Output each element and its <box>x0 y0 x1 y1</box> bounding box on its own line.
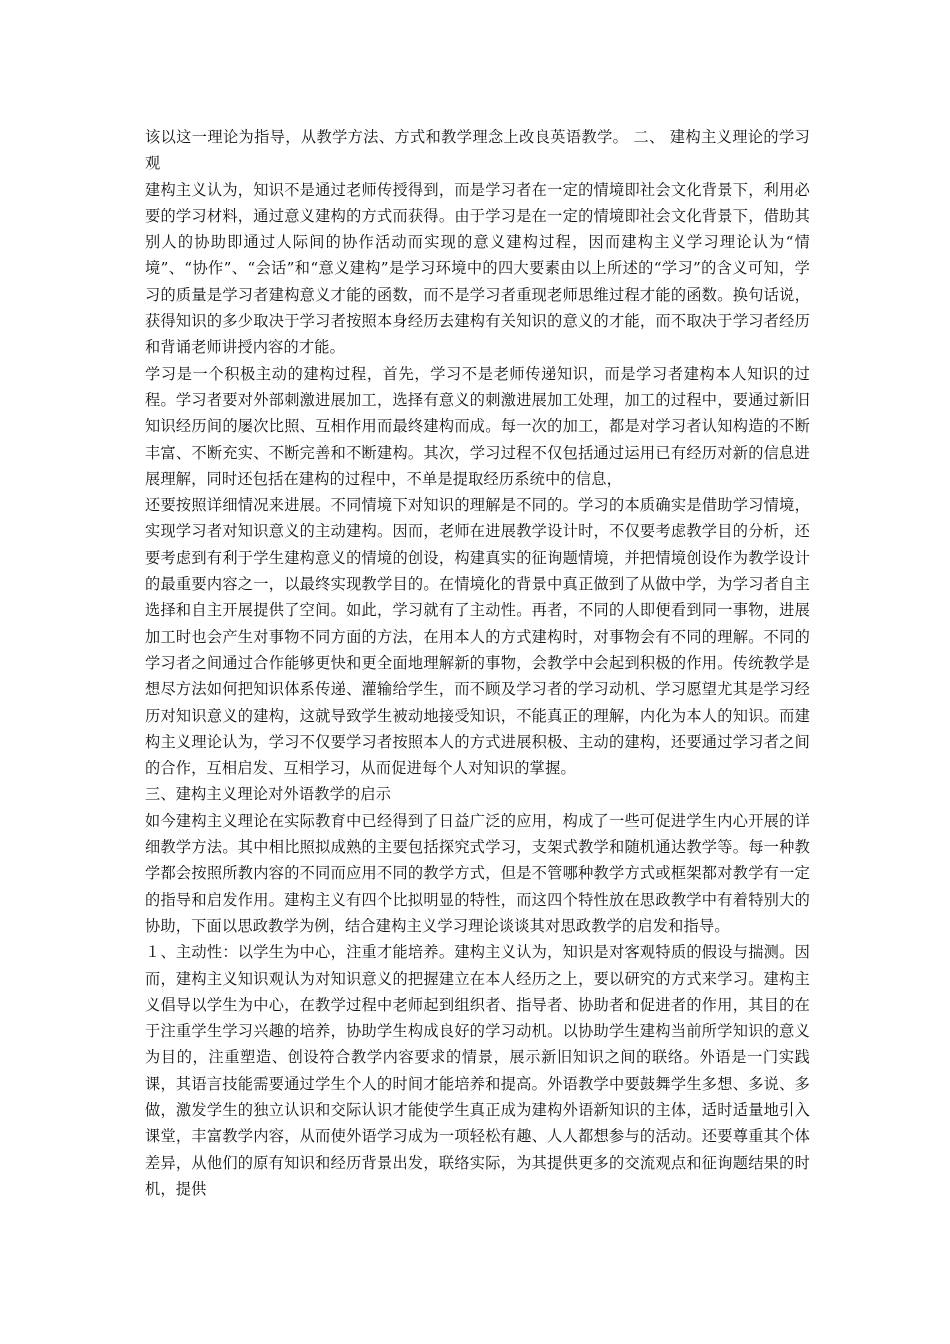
paragraph-intro-continuation: 该以这一理论为指导，从教学方法、方式和教学理念上改良英语教学。 二、 建构主义理论的学习观 <box>145 128 810 173</box>
paragraph-teaching-methods: 如今建构主义理论在实际教育中已经得到了日益广泛的应用，构成了一些可促进学生内心开展的详细教学方法。其中相比照拟成熟的主要包括探究式学习，支架式教学和随机通达教学等。每一种教学都会按照所教内容的不同而应用不同的教学方式，但是不管哪种教学方式或框架都对教学有一定的指导和启发作用。建构主义有四个比拟明显的特性，而这四个特性放在思政教学中有着特别大的协助，下面以思政教学为例，结合建构主义学习理论谈谈其对思政教学的启发和指导。 <box>145 811 810 935</box>
paragraph-constructivism-definition: 建构主义认为，知识不是通过老师传授得到，而是学习者在一定的情境即社会文化背景下，利用必要的学习材料，通过意义建构的方式而获得。由于学习是在一定的情境即社会文化背景下，借助其别人的协助即通过人际间的协作活动而实现的意义建构过程，因而建构主义学习理论认为“情境”、“协作”、“会话”和“意义建构”是学习环境中的四大要素由以上所述的“学习”的含义可知，学习的质量是学习者建构意义才能的函数，而不是学习者重现老师思维过程才能的函数。换句话说，获得知识的多少取决于学习者按照本身经历去建构有关知识的意义的才能，而不取决于学习者经历和背诵老师讲授内容的才能。 <box>145 180 810 357</box>
document-body <box>145 124 810 1202</box>
paragraph-initiative: １、主动性：以学生为中心，注重才能培养。建构主义认为，知识是对客观特质的假设与揣测。因而，建构主义知识观认为对知识意义的把握建立在本人经历之上，要以研究的方式来学习。建构主义倡导以学生为中心，在教学过程中老师起到组织者、指导者、协助者和促进者的作用，其目的在于注重学生学习兴趣的培养，协助学生构成良好的学习动机。以协助学生建构当前所学知识的意义为目的，注重塑造、创设符合教学内容要求的情景，展示新旧知识之间的联络。外语是一门实践课，其语言技能需要通过学生个人的时间才能培养和提高。外语教学中要鼓舞学生多想、多说、多做，激发学生的独立认识和交际认识才能使学生真正成为建构外语新知识的主体，适时适量地引入课堂，丰富教学内容，从而使外语学习成为一项轻松有趣、人人都想参与的活动。还要尊重其个体差异，从他们的原有知识和经历背景出发，联络实际，为其提供更多的交流观点和征询题结果的时机，提供 <box>145 943 810 1198</box>
section-heading-three: 三、建构主义理论对外语教学的启示 <box>145 785 392 804</box>
paragraph-situational-learning: 还要按照详细情况来进展。不同情境下对知识的理解是不同的。学习的本质确实是借助学习情境，实现学习者对知识意义的主动建构。因而，老师在进展教学设计时，不仅要考虑教学目的分析，还要考虑到有利于学生建构意义的情境的创设，构建真实的征询题情境，并把情境创设作为教学设计的最重要内容之一，以最终实现教学目的。在情境化的背景中真正做到了从做中学，为学习者自主选择和自主开展提供了空间。如此，学习就有了主动性。再者，不同的人即便看到同一事物，进展加工时也会产生对事物不同方面的方法，在用本人的方式建构时，对事物会有不同的理解。不同的学习者之间通过合作能够更快和更全面地理解新的事物，会教学中会起到积极的作用。传统教学是想尽方法如何把知识体系传递、灌输给学生，而不顾及学习者的学习动机、学习愿望尤其是学习经历对知识意义的建构，这就导致学生被动地接受知识，不能真正的理解，内化为本人的知识。而建构主义理论认为，学习不仅要学习者按照本人的方式进展积极、主动的建构，还要通过学习者之间的合作，互相启发、互相学习，从而促进每个人对知识的掌握。 <box>145 496 810 778</box>
paragraph-active-construction: 学习是一个积极主动的建构过程，首先，学习不是老师传递知识，而是学习者建构本人知识的过程。学习者要对外部刺激进展加工，选择有意义的刺激进展加工处理，加工的过程中，要通过新旧知识经历间的屡次比照、互相作用而最终建构而成。每一次的加工，都是对学习者认知构造的不断丰富、不断充实、不断完善和不断建构。其次，学习过程不仅包括通过运用已有经历对新的信息进展理解，同时还包括在建构的过程中，不单是提取经历系统中的信息， <box>145 364 810 488</box>
